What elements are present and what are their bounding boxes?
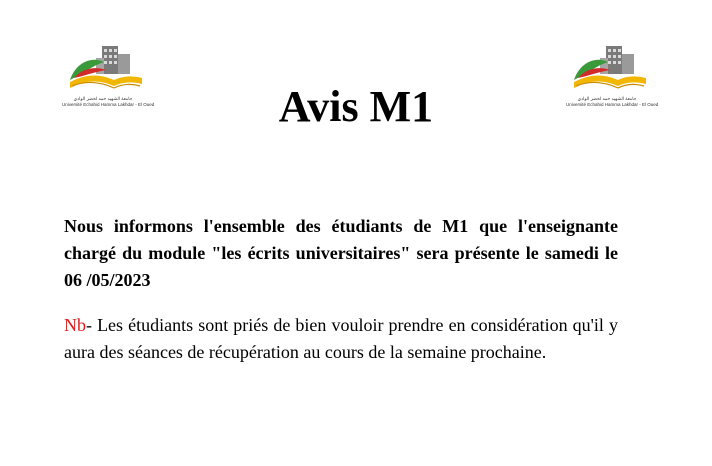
nb-label: Nb bbox=[64, 315, 86, 335]
note-paragraph bbox=[64, 312, 618, 366]
logo-arabic-caption: جامعة الشهيد حمه لخضر الوادي bbox=[577, 96, 637, 101]
logo-french-caption: Université Echahid Hamma Lakhdar - El Oued bbox=[62, 102, 155, 107]
page-title: Avis M1 bbox=[278, 82, 434, 131]
logo-french-caption: Université Echahid Hamma Lakhdar - El Oued bbox=[566, 102, 659, 107]
logo-arabic-caption: جامعة الشهيد حمه لخضر الوادي bbox=[73, 96, 133, 101]
announcement-paragraph: Nous informons l'ensemble des étudiants de M1 que l'enseignante chargé du module "les écrits universitaires" sera présente le samedi le 06 /05/2023 bbox=[64, 216, 618, 290]
nb-text: - Les étudiants sont priés de bien vouloir prendre en considération qu'il y aura des séances de récupération au cours de la semaine prochaine. bbox=[64, 315, 618, 362]
